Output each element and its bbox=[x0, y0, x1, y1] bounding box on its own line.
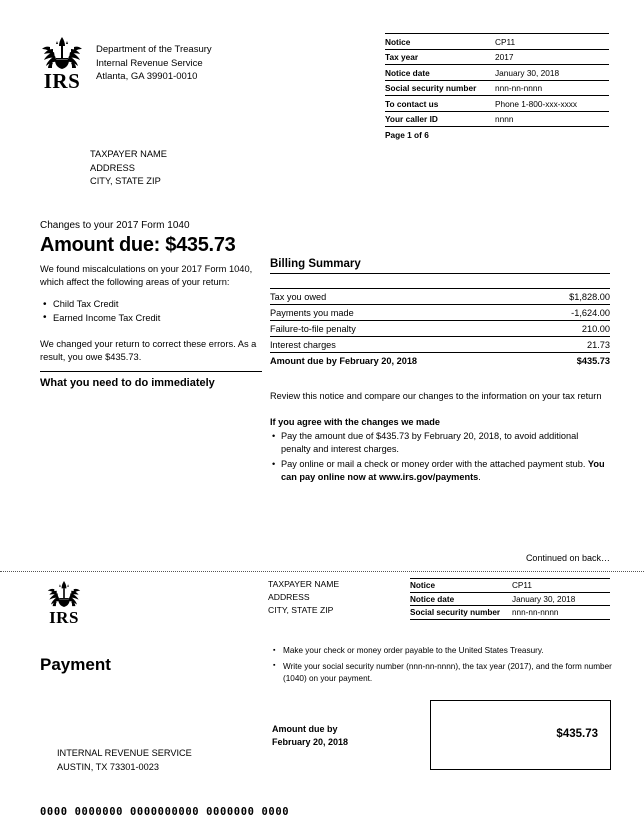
table-row bbox=[385, 96, 609, 112]
stub-value: CP11 bbox=[510, 579, 610, 593]
table-row bbox=[410, 579, 610, 593]
stub-taxpayer-address-block bbox=[268, 578, 339, 617]
stub-key: Social security number bbox=[410, 606, 510, 620]
amount-due-label-line-1: Amount due by bbox=[272, 724, 338, 734]
billing-amount: $1,828.00 bbox=[536, 289, 610, 305]
table-row bbox=[410, 606, 610, 620]
agency-address bbox=[96, 36, 212, 92]
irs-logo bbox=[36, 36, 84, 92]
billing-amount: -1,624.00 bbox=[536, 305, 610, 321]
notice-key: Notice date bbox=[385, 65, 493, 81]
irs-office-address bbox=[57, 747, 192, 774]
irs-eagle-icon bbox=[47, 580, 81, 608]
irs-wordmark: IRS bbox=[43, 69, 81, 93]
taxpayer-city-state-zip: CITY, STATE ZIP bbox=[90, 176, 161, 186]
list-item: ▪ Make your check or money order payable to the United States Treasury. bbox=[272, 645, 612, 658]
stub-taxpayer-address: ADDRESS bbox=[268, 592, 310, 602]
agency-line-2: Internal Revenue Service bbox=[96, 57, 203, 69]
agency-line-1: Department of the Treasury bbox=[96, 44, 212, 55]
notice-value: CP11 bbox=[493, 34, 609, 50]
billing-summary-title: Billing Summary bbox=[270, 258, 361, 270]
stub-amount-due-box bbox=[430, 700, 611, 770]
billing-amount: 210.00 bbox=[536, 321, 610, 337]
stub-key: Notice bbox=[410, 579, 510, 593]
notice-key: Notice bbox=[385, 34, 493, 50]
table-row bbox=[270, 289, 610, 305]
stub-taxpayer-city-state-zip: CITY, STATE ZIP bbox=[268, 605, 334, 615]
agency-line-3: Atlanta, GA 39901-0010 bbox=[96, 71, 198, 82]
item-text-after: . bbox=[478, 472, 481, 482]
table-row bbox=[385, 111, 609, 127]
irs-office-line-2: AUSTIN, TX 73301-0023 bbox=[57, 761, 159, 772]
notice-key: Social security number bbox=[385, 80, 493, 96]
amount-due-label-line-2: February 20, 2018 bbox=[272, 736, 349, 747]
stub-amount-due-label bbox=[272, 723, 348, 748]
table-row bbox=[385, 34, 609, 50]
stub-taxpayer-name: TAXPAYER NAME bbox=[268, 579, 340, 589]
page-header bbox=[36, 36, 212, 92]
item-text: Pay the amount due of $435.73 by February 20, 2018, to avoid additional penalty and interest charges. bbox=[281, 431, 579, 454]
list-item: • Child Tax Credit bbox=[40, 298, 262, 312]
irs-payments-link[interactable]: You can pay online now at www.irs.gov/payments bbox=[281, 459, 605, 482]
result-paragraph: We changed your return to correct these errors. As a result, you owe $435.73. bbox=[40, 339, 257, 362]
billing-total-amount: $435.73 bbox=[536, 353, 610, 369]
tear-line-divider bbox=[0, 571, 644, 572]
table-row bbox=[270, 305, 610, 321]
table-row-total bbox=[270, 353, 610, 369]
stub-key: Notice date bbox=[410, 592, 510, 606]
item-text: Pay online or mail a check or money order with the attached payment stub. bbox=[281, 459, 588, 469]
stub-value: January 30, 2018 bbox=[510, 592, 610, 606]
notice-key: Your caller ID bbox=[385, 111, 493, 127]
table-row-page bbox=[385, 127, 609, 142]
notice-key: To contact us bbox=[385, 96, 493, 112]
notice-value: nnn-nn-nnnn bbox=[493, 80, 609, 96]
ocr-scan-line: 0000 0000000 0000000000 0000000 0000 bbox=[40, 806, 290, 818]
agree-heading: If you agree with the changes we made bbox=[270, 417, 441, 427]
billing-amount: 21.73 bbox=[536, 337, 610, 353]
left-content-column bbox=[40, 220, 262, 390]
irs-wordmark: IRS bbox=[49, 608, 79, 627]
stub-notice-table bbox=[410, 578, 610, 620]
list-item: ▪ Write your social security number (nnn-nn-nnnn), the tax year (2017), and the form number (1040) on your payment. bbox=[272, 661, 612, 686]
agree-items-list bbox=[270, 430, 610, 484]
irs-eagle-icon bbox=[41, 36, 83, 70]
billing-label: Payments you made bbox=[270, 305, 536, 321]
billing-total-label: Amount due by February 20, 2018 bbox=[270, 353, 536, 369]
table-row bbox=[270, 337, 610, 353]
list-item bbox=[270, 458, 610, 484]
billing-label: Tax you owed bbox=[270, 289, 536, 305]
notice-value: 2017 bbox=[493, 49, 609, 65]
notice-key: Tax year bbox=[385, 49, 493, 65]
payment-title: Payment bbox=[40, 655, 111, 674]
affected-areas-list bbox=[40, 298, 262, 325]
amount-due-heading: Amount due: $435.73 bbox=[40, 234, 236, 256]
section-heading-what-to-do: What you need to do immediately bbox=[40, 377, 215, 389]
stub-irs-logo bbox=[38, 580, 90, 626]
stub-value: nnn-nn-nnnn bbox=[510, 606, 610, 620]
stub-amount-due-value: $435.73 bbox=[556, 728, 598, 740]
irs-office-line-1: INTERNAL REVENUE SERVICE bbox=[57, 748, 192, 758]
right-content-column bbox=[270, 258, 610, 484]
table-row bbox=[385, 49, 609, 65]
stub-instructions-list bbox=[272, 645, 612, 689]
billing-top-rule bbox=[270, 273, 610, 274]
page-indicator: Page 1 of 6 bbox=[385, 127, 609, 142]
intro-paragraph: We found miscalculations on your 2017 Form 1040, which affect the following areas of your return: bbox=[40, 264, 253, 287]
list-item: • Earned Income Tax Credit bbox=[40, 312, 262, 326]
notice-info-table bbox=[385, 33, 609, 142]
taxpayer-address-block bbox=[90, 148, 167, 189]
notice-value: Phone 1-800-xxx-xxxx bbox=[493, 96, 609, 112]
continued-on-back-note: Continued on back… bbox=[525, 553, 610, 563]
taxpayer-name: TAXPAYER NAME bbox=[90, 149, 167, 159]
table-row bbox=[270, 321, 610, 337]
table-row bbox=[410, 592, 610, 606]
notice-value: January 30, 2018 bbox=[493, 65, 609, 81]
review-paragraph: Review this notice and compare our changes to the information on your tax return bbox=[270, 391, 602, 401]
billing-label: Interest charges bbox=[270, 337, 536, 353]
taxpayer-address: ADDRESS bbox=[90, 162, 135, 173]
notice-value: nnnn bbox=[493, 111, 609, 127]
changes-line: Changes to your 2017 Form 1040 bbox=[40, 220, 190, 231]
billing-label: Failure-to-file penalty bbox=[270, 321, 536, 337]
list-item bbox=[270, 430, 610, 456]
billing-summary-table bbox=[270, 288, 610, 368]
table-row bbox=[385, 80, 609, 96]
table-row bbox=[385, 65, 609, 81]
